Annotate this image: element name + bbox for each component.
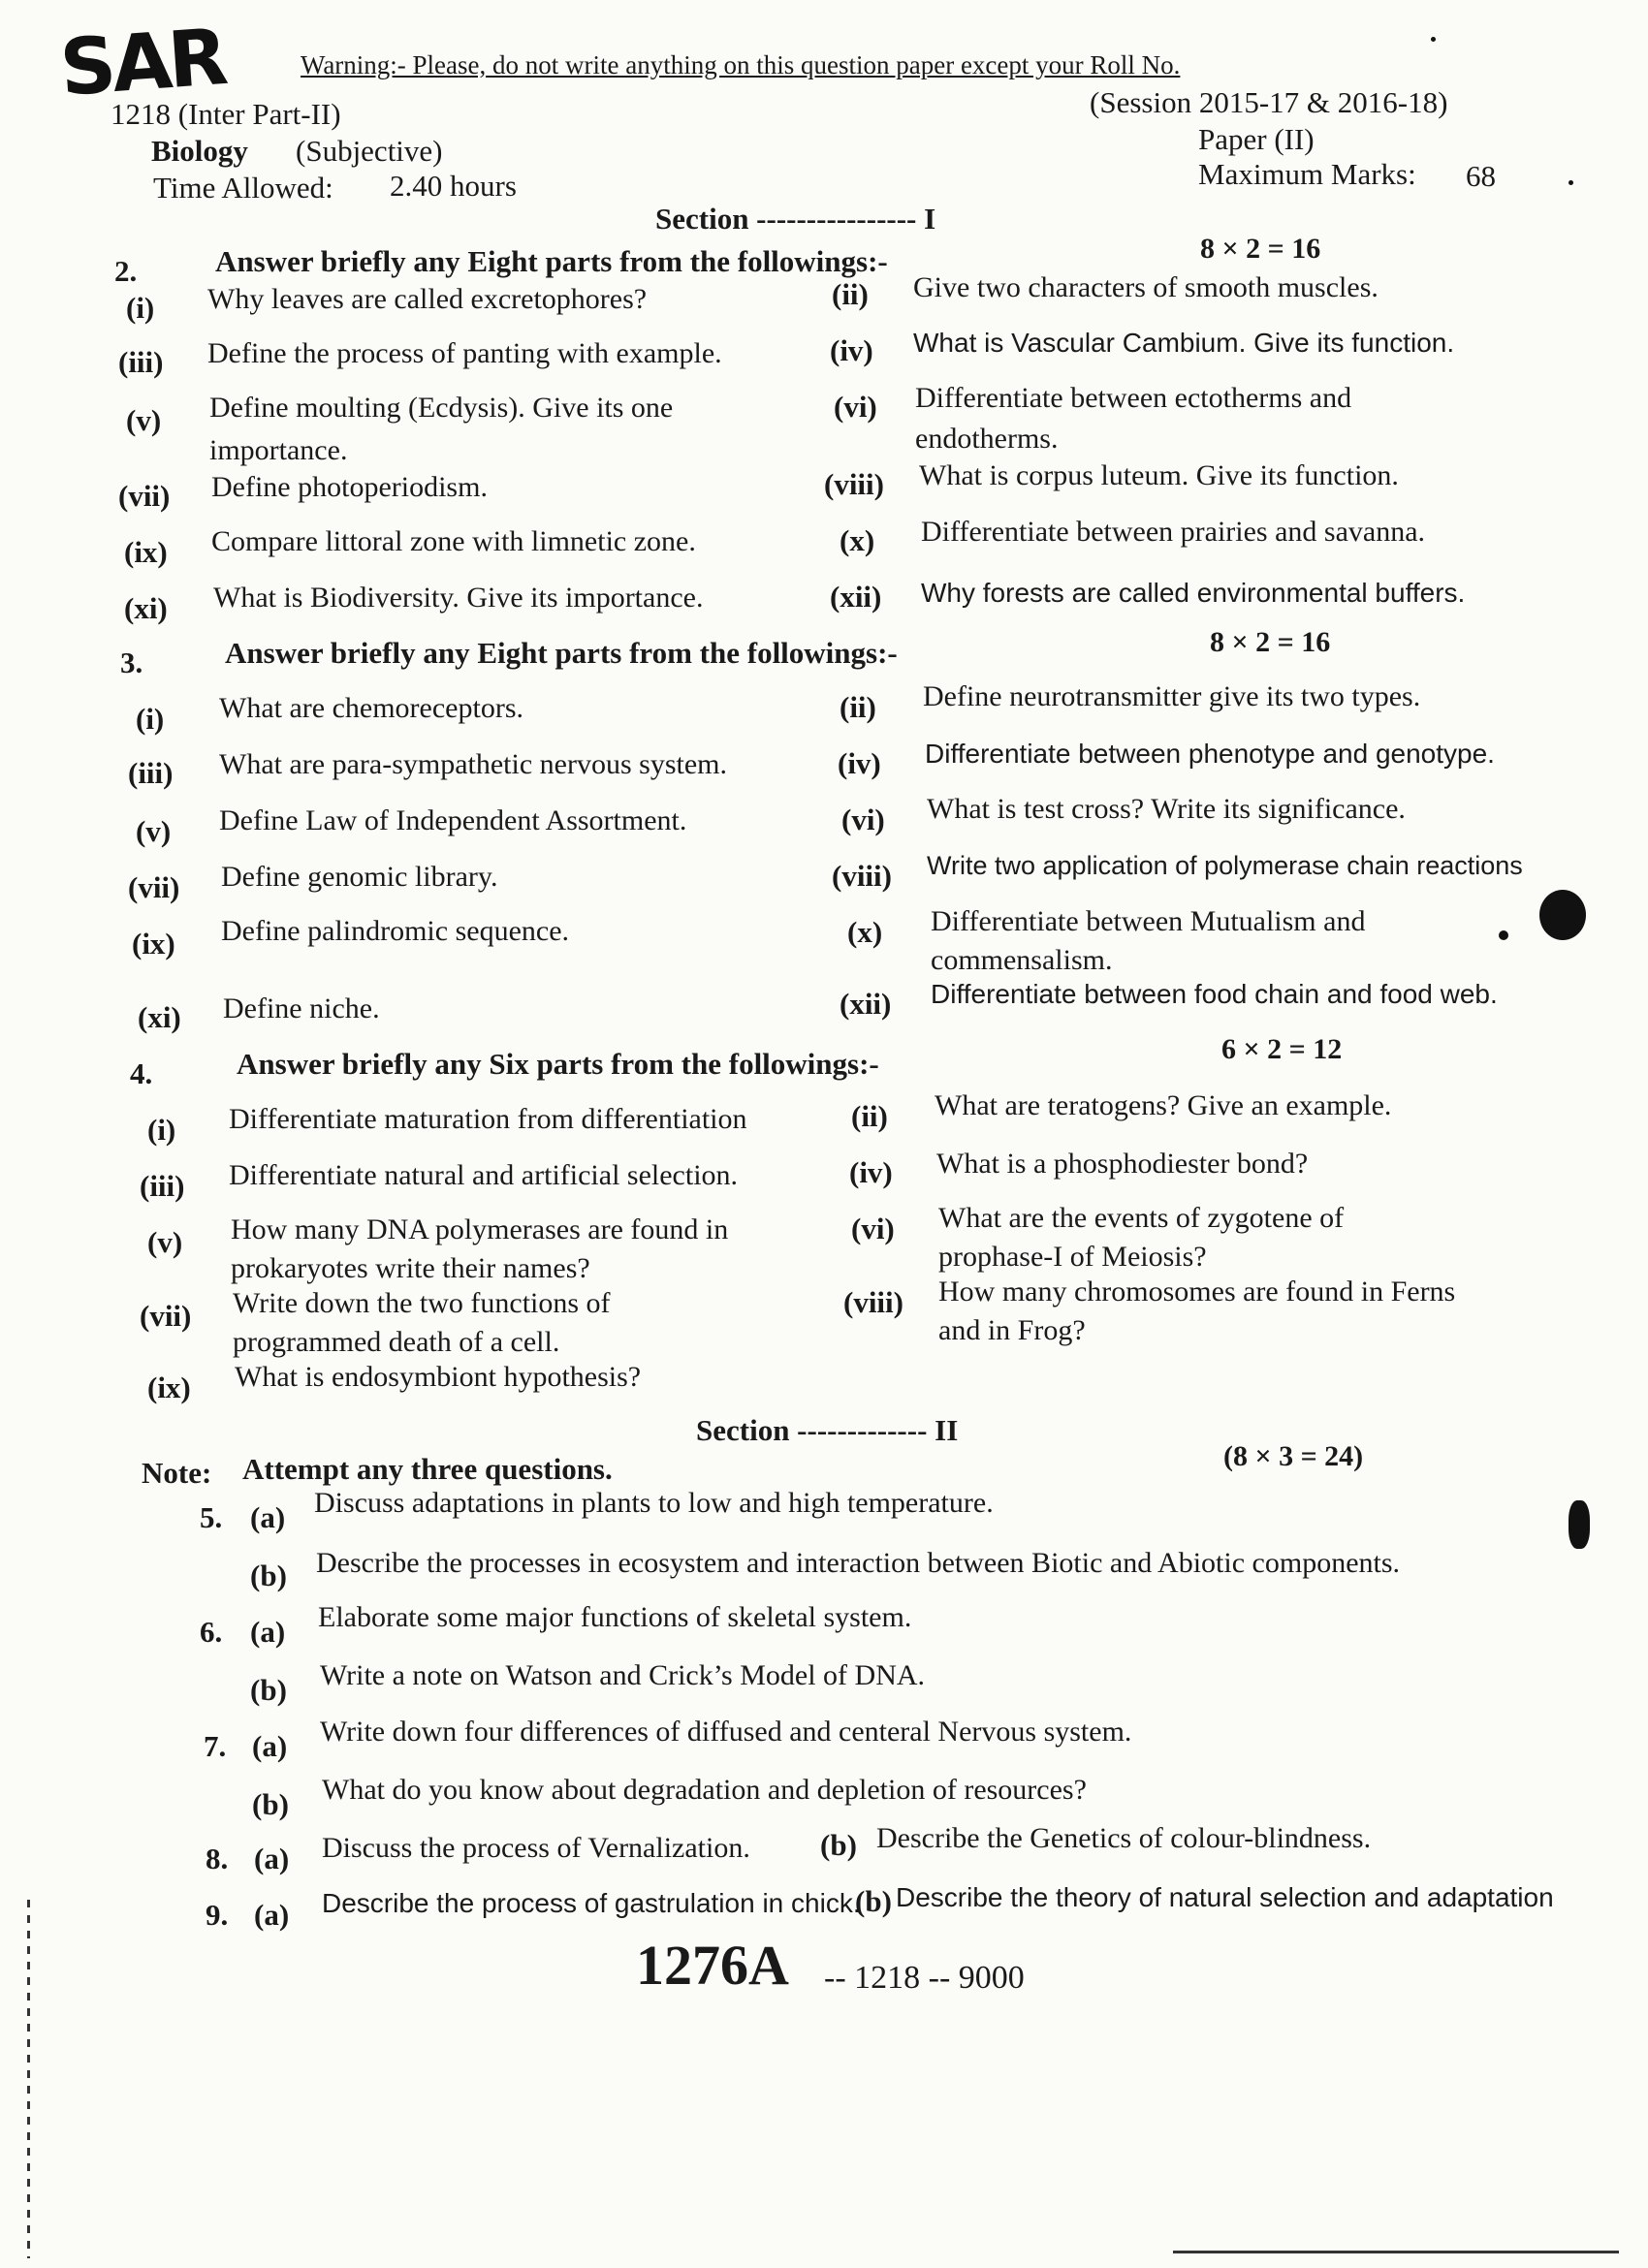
- q4-part-label: (vi): [851, 1212, 895, 1245]
- subject-name: Biology: [151, 134, 248, 168]
- q2-part-text: Differentiate between prairies and savanna.: [921, 516, 1426, 548]
- q4-part-label: (vii): [140, 1299, 192, 1333]
- time-label: Time Allowed:: [153, 171, 333, 205]
- long-q-part-a-label: (a): [250, 1615, 286, 1649]
- subject-type: (Subjective): [296, 134, 443, 168]
- q4-part-label: (ix): [147, 1370, 191, 1404]
- q4-part-text: Differentiate natural and artificial selection.: [229, 1159, 739, 1191]
- q2-part-label: (vi): [834, 390, 877, 424]
- q2-part-text: Give two characters of smooth muscles.: [913, 271, 1379, 303]
- q4-part-text: Differentiate maturation from differentiation: [229, 1103, 747, 1135]
- q3-part-text: Define niche.: [223, 992, 380, 1024]
- q2-part-label: (x): [840, 523, 875, 557]
- long-q-part-a-text: Discuss adaptations in plants to low and high temperature.: [314, 1487, 994, 1519]
- q4-part-text-cont: prophase-I of Meiosis?: [938, 1241, 1207, 1273]
- paper-number: Paper (II): [1198, 122, 1315, 156]
- q2-part-label: (ix): [124, 535, 168, 569]
- q4-part-text: What is endosymbiont hypothesis?: [235, 1361, 642, 1393]
- scan-speck: [1499, 930, 1508, 940]
- long-q-part-a-label: (a): [252, 1729, 288, 1763]
- q3-part-text: Define Law of Independent Assortment.: [219, 804, 687, 836]
- long-q-number: 7.: [204, 1729, 227, 1763]
- long-q-part-b-label: (b): [820, 1828, 857, 1862]
- q3-part-label: (x): [847, 915, 883, 949]
- q4-marks: 6 × 2 = 12: [1221, 1033, 1343, 1065]
- long-q-part-b-text: Describe the theory of natural selection and adaptation: [896, 1882, 1554, 1912]
- q3-part-label: (ii): [840, 690, 876, 724]
- q2-part-text-cont: endotherms.: [915, 423, 1059, 455]
- q3-part-label: (viii): [832, 859, 892, 893]
- long-q-part-a-text: Write down four differences of diffused and centeral Nervous system.: [320, 1716, 1132, 1748]
- scan-speck: [1431, 37, 1436, 42]
- paper-footer-numbers: -- 1218 -- 9000: [824, 1960, 1025, 1996]
- q3-part-text: Write two application of polymerase chain reactions: [927, 851, 1523, 880]
- q2-part-label: (xi): [124, 591, 168, 625]
- q2-part-text: Define moulting (Ecdysis). Give its one: [209, 392, 674, 424]
- long-q-part-a-text: Discuss the process of Vernalization.: [322, 1832, 750, 1864]
- warning-line: Warning:- Please, do not write anything on this question paper except your Roll No.: [301, 50, 1181, 79]
- q3-part-text-cont: commensalism.: [931, 944, 1113, 976]
- q3-part-text: What are chemoreceptors.: [219, 692, 523, 724]
- note-label: Note:: [142, 1456, 212, 1490]
- q4-part-label: (iv): [849, 1155, 893, 1189]
- q2-part-text: Define photoperiodism.: [211, 471, 488, 503]
- q3-part-label: (iv): [838, 746, 881, 780]
- q4-part-text: How many chromosomes are found in Ferns: [938, 1276, 1456, 1307]
- q2-marks: 8 × 2 = 16: [1200, 233, 1321, 265]
- section-2-marks: (8 × 3 = 24): [1223, 1440, 1364, 1472]
- q2-part-text: Define the process of panting with example.: [207, 337, 722, 369]
- q4-part-text-cont: programmed death of a cell.: [233, 1326, 560, 1358]
- handwritten-initials: SAR: [56, 12, 228, 113]
- q4-part-label: (viii): [843, 1285, 903, 1319]
- long-q-part-a-label: (a): [254, 1842, 290, 1875]
- q4-part-text: How many DNA polymerases are found in: [231, 1213, 729, 1245]
- long-q-number: 5.: [200, 1500, 223, 1534]
- q4-part-text: What are teratogens? Give an example.: [935, 1089, 1392, 1121]
- long-q-part-b-text: What do you know about degradation and depletion of resources?: [322, 1774, 1087, 1806]
- q3-part-label: (xii): [840, 987, 892, 1021]
- paper-footer-code: 1276A: [636, 1934, 789, 1997]
- long-q-part-a-text: Describe the process of gastrulation in chick.: [322, 1888, 861, 1918]
- long-q-part-b-text: Write a note on Watson and Crick’s Model of DNA.: [320, 1659, 926, 1691]
- max-marks-label: Maximum Marks:: [1198, 157, 1416, 191]
- q3-part-label: (v): [136, 814, 172, 848]
- long-q-part-b-label: (b): [252, 1787, 289, 1821]
- section-2-title: Section ------------- II: [696, 1413, 959, 1447]
- q4-number: 4.: [130, 1056, 153, 1090]
- section-1-title: Section ---------------- I: [655, 202, 936, 236]
- q2-part-label: (i): [126, 291, 155, 325]
- q4-heading: Answer briefly any Six parts from the followings:-: [237, 1047, 879, 1081]
- max-marks-value: 68: [1466, 159, 1496, 193]
- q3-part-text: Define neurotransmitter give its two types.: [923, 680, 1421, 712]
- scan-bottom-edge: [1173, 2251, 1619, 2253]
- q4-part-text-cont: prokaryotes write their names?: [231, 1252, 590, 1284]
- long-q-part-b-text: Describe the processes in ecosystem and interaction between Biotic and Abiotic components.: [316, 1547, 1401, 1579]
- q2-part-label: (vii): [118, 479, 171, 513]
- q2-part-text: What is Biodiversity. Give its importance.: [213, 582, 704, 614]
- q2-part-text: What is Vascular Cambium. Give its function.: [913, 328, 1455, 358]
- scan-edge-marks: [27, 1900, 30, 2258]
- time-value: 2.40 hours: [390, 169, 517, 203]
- long-q-part-b-label: (b): [250, 1673, 287, 1707]
- q2-part-text: Why leaves are called excretophores?: [207, 283, 648, 315]
- q4-part-text: What are the events of zygotene of: [938, 1202, 1345, 1234]
- q3-marks: 8 × 2 = 16: [1210, 626, 1331, 658]
- q3-part-label: (iii): [128, 756, 174, 790]
- q3-part-label: (xi): [138, 1000, 181, 1034]
- long-q-part-b-text: Describe the Genetics of colour-blindness.: [876, 1822, 1372, 1854]
- long-q-part-a-text: Elaborate some major functions of skeletal system.: [318, 1601, 912, 1633]
- q3-part-text: Define genomic library.: [221, 861, 498, 893]
- scan-blot: [1539, 890, 1586, 940]
- long-q-part-b-label: (b): [855, 1884, 892, 1918]
- q3-part-label: (vii): [128, 870, 180, 904]
- q3-part-text: Define palindromic sequence.: [221, 915, 570, 947]
- q2-part-text: Compare littoral zone with limnetic zone.: [211, 525, 696, 557]
- q3-part-text: Differentiate between food chain and food web.: [931, 979, 1498, 1009]
- q3-part-text: What are para-sympathetic nervous system.: [219, 748, 727, 780]
- q3-part-label: (i): [136, 702, 165, 736]
- q3-part-text: What is test cross? Write its significance.: [927, 793, 1406, 825]
- scan-speck: [1569, 180, 1573, 185]
- q3-part-text: Differentiate between phenotype and genotype.: [925, 739, 1495, 769]
- note-text: Attempt any three questions.: [242, 1452, 613, 1486]
- q2-heading: Answer briefly any Eight parts from the followings:-: [215, 244, 888, 278]
- q4-part-label: (ii): [851, 1099, 888, 1133]
- q4-part-text: Write down the two functions of: [233, 1287, 611, 1319]
- session: (Session 2015-17 & 2016-18): [1090, 85, 1448, 119]
- long-q-number: 9.: [206, 1898, 229, 1932]
- scan-blot: [1569, 1500, 1590, 1549]
- q3-part-label: (ix): [132, 927, 175, 961]
- q2-part-text: Differentiate between ectotherms and: [915, 382, 1352, 414]
- q2-part-label: (iii): [118, 345, 164, 379]
- q3-part-text: Differentiate between Mutualism and: [931, 905, 1366, 937]
- q3-number: 3.: [120, 646, 143, 679]
- q2-part-text: Why forests are called environmental buffers.: [921, 578, 1466, 608]
- q2-part-text: What is corpus luteum. Give its function.: [919, 459, 1399, 491]
- q2-part-label: (xii): [830, 580, 882, 614]
- long-q-number: 6.: [200, 1615, 223, 1649]
- q4-part-text-cont: and in Frog?: [938, 1314, 1086, 1346]
- q3-part-label: (vi): [841, 803, 885, 836]
- long-q-part-a-label: (a): [250, 1500, 286, 1534]
- q4-part-text: What is a phosphodiester bond?: [936, 1148, 1309, 1180]
- q3-heading: Answer briefly any Eight parts from the followings:-: [225, 636, 898, 670]
- long-q-part-b-label: (b): [250, 1559, 287, 1592]
- q2-part-label: (ii): [832, 277, 869, 311]
- paper-code: 1218 (Inter Part-II): [111, 97, 341, 131]
- q4-part-label: (v): [147, 1225, 183, 1259]
- q2-number: 2.: [114, 254, 138, 288]
- q4-part-label: (iii): [140, 1169, 185, 1203]
- long-q-number: 8.: [206, 1842, 229, 1875]
- q2-part-label: (v): [126, 403, 162, 437]
- q4-part-label: (i): [147, 1113, 176, 1147]
- q2-part-label: (viii): [824, 467, 884, 501]
- q2-part-text-cont: importance.: [209, 434, 348, 466]
- q2-part-label: (iv): [830, 333, 873, 367]
- long-q-part-a-label: (a): [254, 1898, 290, 1932]
